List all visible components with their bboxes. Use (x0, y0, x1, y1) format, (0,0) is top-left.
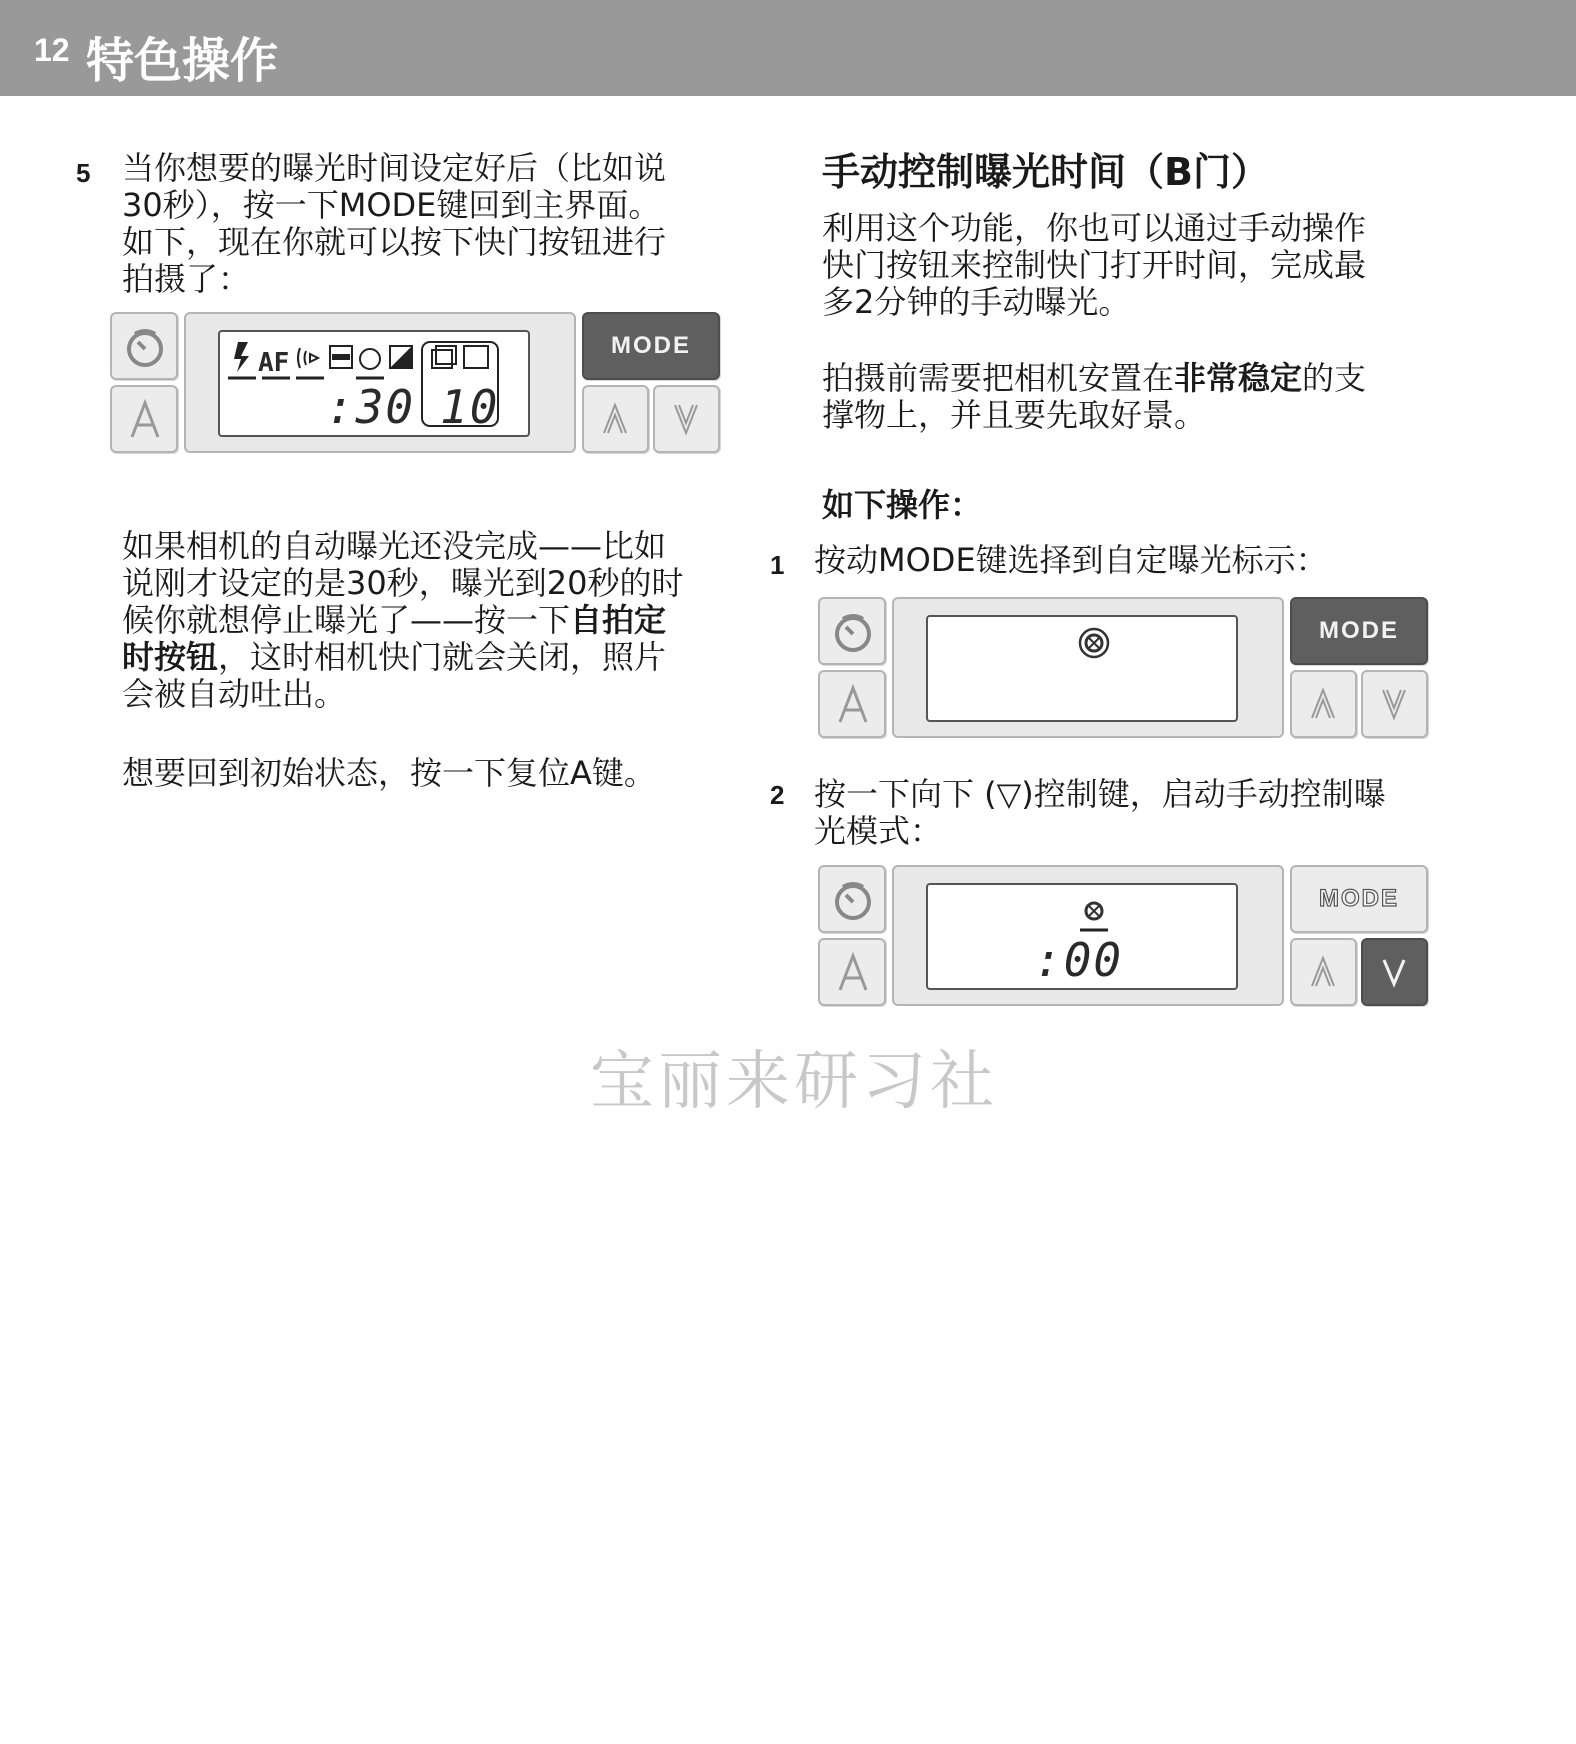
shutter-aperture-icon (928, 617, 1236, 720)
chevron-up-icon (584, 387, 647, 451)
text-line: 光模式： (814, 812, 943, 850)
step-number: 2 (770, 780, 785, 810)
reset-a-button[interactable] (818, 938, 886, 1006)
self-timer-icon (820, 867, 886, 933)
lcd-picture-counter: 10 (440, 380, 500, 434)
text-run: 候你就想停止曝光了——按一下 (122, 601, 571, 639)
text-line: 如下，现在你就可以按下快门按钮进行 (122, 223, 667, 261)
text-run: ，这时相机快门就会关闭，照片 (218, 638, 667, 676)
camera-control-panel (818, 865, 1428, 1011)
a-letter-icon (820, 672, 886, 738)
text-line: 拍摄了： (122, 260, 251, 298)
self-timer-button-term: 时按钮 (122, 638, 219, 676)
camera-control-panel (110, 312, 720, 458)
intro-paragraph (822, 210, 1366, 321)
text-line: 30秒），按一下MODE键回到主界面。 (122, 186, 661, 224)
text-line (122, 639, 683, 676)
reset-paragraph: 想要回到初始状态，按一下复位A键。 (122, 754, 656, 792)
down-button[interactable] (653, 385, 720, 453)
lcd-frame (892, 865, 1284, 1006)
mode-button[interactable]: MODE (1290, 597, 1428, 665)
text-line: 利用这个功能，你也可以通过手动操作 (822, 209, 1367, 247)
a-letter-icon (112, 387, 178, 453)
text-line: 撑物上，并且要先取好景。 (822, 396, 1207, 434)
reset-a-button[interactable] (818, 670, 886, 738)
text-line: 会被自动吐出。 (122, 675, 347, 713)
chevron-up-icon (1292, 672, 1355, 736)
self-timer-icon (820, 599, 886, 665)
up-button[interactable] (1290, 670, 1357, 738)
a-letter-icon (820, 940, 886, 1006)
lcd-screen (218, 330, 530, 437)
self-timer-button[interactable] (818, 597, 886, 665)
lcd-screen (926, 883, 1238, 990)
reset-a-button[interactable] (110, 385, 178, 453)
text-line (122, 602, 683, 639)
mode-button[interactable]: MODE (582, 312, 720, 380)
text-line: 如果相机的自动曝光还没完成——比如 (122, 527, 667, 565)
chevron-down-icon (1363, 672, 1426, 736)
step5-text (122, 150, 666, 298)
operations-heading: 如下操作： (822, 486, 983, 524)
down-button[interactable] (1361, 670, 1428, 738)
step1-text: 按动MODE键选择到自定曝光标示： (814, 541, 1328, 579)
down-button[interactable] (1361, 938, 1428, 1006)
watermark: 宝丽来研习社 (590, 1045, 998, 1119)
lcd-frame (892, 597, 1284, 738)
text-line: 多2分钟的手动曝光。 (822, 283, 1131, 321)
af-indicator: AF (258, 348, 290, 378)
page-header (0, 0, 1576, 96)
self-timer-button[interactable] (110, 312, 178, 380)
text-line: 说刚才设定的是30秒，曝光到20秒的时 (122, 564, 684, 602)
step-number: 5 (76, 158, 91, 188)
page-number: 12 (34, 32, 70, 68)
up-button[interactable] (582, 385, 649, 453)
chevron-down-icon (655, 387, 718, 451)
stop-exposure-paragraph (122, 528, 683, 713)
text-line: 快门按钮来控制快门打开时间，完成最 (822, 246, 1367, 284)
lcd-frame (184, 312, 576, 453)
lcd-time-readout: :30 (326, 380, 416, 434)
chevron-up-icon (1292, 940, 1355, 1004)
self-timer-button[interactable] (818, 865, 886, 933)
step2-text (814, 776, 1386, 850)
text-line: 当你想要的曝光时间设定好后（比如说 (122, 149, 667, 187)
text-run: 的支 (1302, 359, 1367, 397)
step-number: 1 (770, 550, 785, 580)
camera-control-panel (818, 597, 1428, 743)
chevron-down-icon (1363, 940, 1426, 1004)
text-line: 按一下向下 (▽)控制键，启动手动控制曝 (814, 775, 1386, 813)
self-timer-icon (112, 314, 178, 380)
emphasis-text: 非常稳定 (1174, 359, 1303, 397)
text-line (822, 360, 1366, 397)
up-button[interactable] (1290, 938, 1357, 1006)
lcd-screen (926, 615, 1238, 722)
mode-button[interactable]: MODE (1290, 865, 1428, 933)
stability-paragraph (822, 360, 1366, 434)
text-run: 拍摄前需要把相机安置在 (822, 359, 1175, 397)
self-timer-button-term: 自拍定 (570, 601, 667, 639)
lcd-time-readout: :00 (1034, 933, 1124, 987)
section-heading: 手动控制曝光时间（B门） (822, 150, 1269, 194)
page-title: 特色操作 (86, 33, 279, 89)
